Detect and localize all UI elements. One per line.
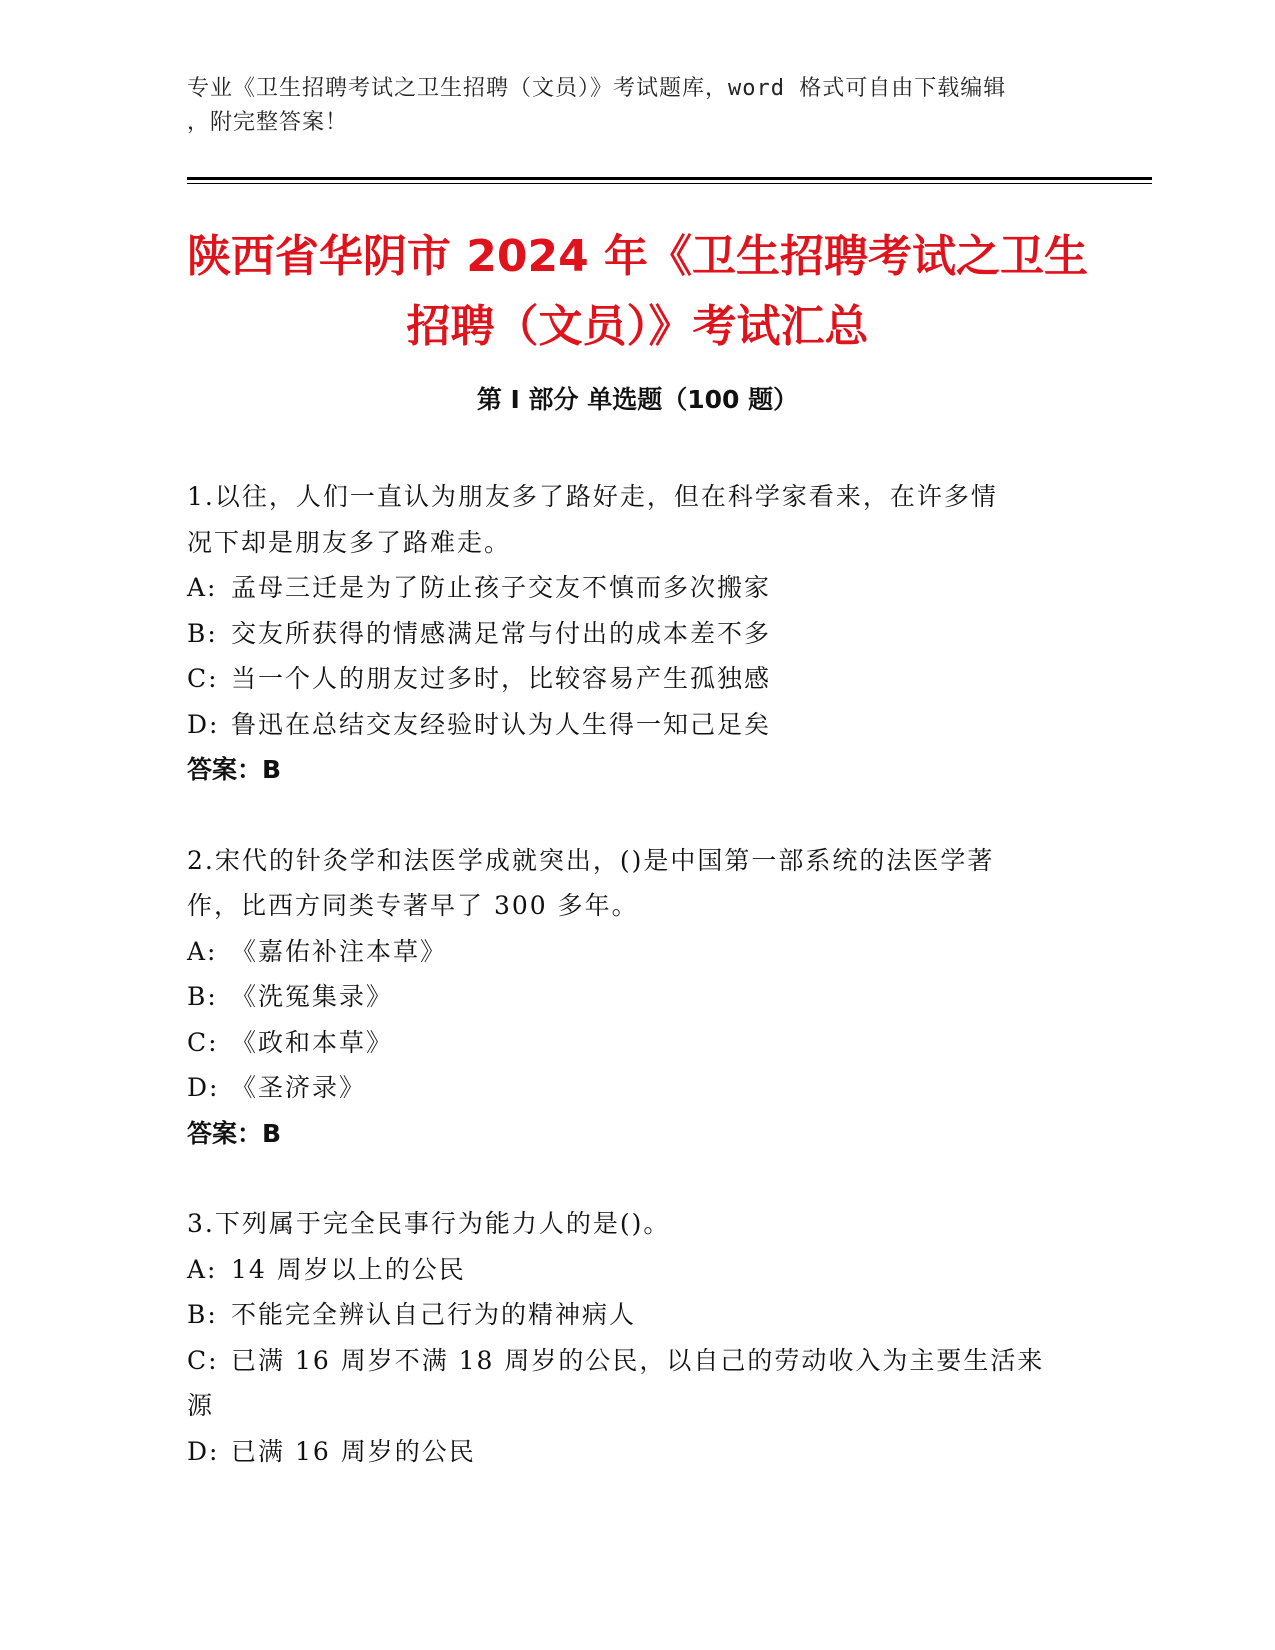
option-d [187, 1065, 1067, 1111]
question-stem-line: 2.宋代的针灸学和法医学成就突出，()是中国第一部系统的法医学著 [187, 845, 995, 875]
option-b [187, 1292, 1067, 1338]
option-letter: C: [187, 1027, 219, 1057]
option-letter: C: [187, 664, 219, 693]
option-letter: B: [187, 1300, 218, 1329]
answer-label: 答案：B [187, 1118, 282, 1148]
question-list [187, 474, 1067, 1519]
option-b [187, 611, 1067, 657]
option-d [187, 702, 1067, 748]
question-stem-line: 况下却是朋友多了路难走。 [187, 527, 512, 557]
option-text: 已满 16 周岁不满 18 周岁的公民，以自己的劳动收入为主要生活来 [231, 1345, 1045, 1375]
question-2 [187, 838, 1067, 1157]
option-c [187, 656, 1067, 702]
option-a [187, 929, 1067, 975]
option-text: 《圣济录》 [231, 1073, 367, 1102]
question-stem-line: 1.以往，人们一直认为朋友多了路好走，但在科学家看来，在许多情 [187, 482, 998, 511]
document-title [150, 222, 1125, 362]
option-letter: B: [187, 618, 218, 648]
option-letter: A: [187, 936, 218, 966]
option-text: 不能完全辨认自己行为的精神病人 [231, 1300, 637, 1329]
header-note-line-2: ，附完整答案！ [187, 110, 349, 135]
option-text: 14 周岁以上的公民 [231, 1254, 466, 1284]
option-text: 已满 16 周岁的公民 [231, 1436, 476, 1466]
option-c-continuation: 源 [187, 1391, 215, 1420]
question-3 [187, 1201, 1067, 1474]
option-letter: D: [187, 709, 220, 739]
option-letter: C: [187, 1345, 219, 1375]
question-stem-line: 3.下列属于完全民事行为能力人的是()。 [187, 1209, 671, 1238]
option-c [187, 1338, 1067, 1384]
option-text: 当一个人的朋友过多时，比较容易产生孤独感 [231, 664, 772, 693]
question-1 [187, 474, 1067, 793]
option-letter: D: [187, 1073, 220, 1102]
option-text: 交友所获得的情感满足常与付出的成本差不多 [231, 618, 772, 648]
option-text: 鲁迅在总结交友经验时认为人生得一知己足矣 [231, 709, 772, 739]
option-d [187, 1429, 1067, 1475]
option-text: 《政和本草》 [231, 1027, 394, 1057]
option-text: 《洗冤集录》 [231, 982, 394, 1011]
option-text: 孟母三迁是为了防止孩子交友不慎而多次搬家 [231, 573, 772, 602]
section-heading: 第 I 部分 单选题（100 题） [476, 385, 799, 414]
option-b [187, 974, 1067, 1020]
option-letter: A: [187, 1254, 218, 1284]
header-note-line-1: 专业《卫生招聘考试之卫生招聘（文员）》考试题库，word 格式可自由下载编辑 [187, 76, 1007, 101]
option-letter: B: [187, 982, 218, 1011]
option-c [187, 1020, 1067, 1066]
option-a [187, 565, 1067, 611]
question-stem-line: 作，比西方同类专著早了 300 多年。 [187, 891, 639, 920]
document-title-line-1: 陕西省华阴市 2024 年《卫生招聘考试之卫生 [186, 231, 1089, 282]
header-note [187, 72, 1087, 140]
option-letter: A: [187, 573, 218, 602]
option-text: 《嘉佑补注本草》 [231, 936, 448, 966]
option-letter: D: [187, 1436, 220, 1466]
document-title-line-2: 招聘（文员）》考试汇总 [406, 301, 869, 352]
header-rule-thin [187, 183, 1152, 184]
answer-label: 答案：B [187, 755, 282, 784]
header-rule-thick [187, 177, 1152, 180]
option-a [187, 1247, 1067, 1293]
